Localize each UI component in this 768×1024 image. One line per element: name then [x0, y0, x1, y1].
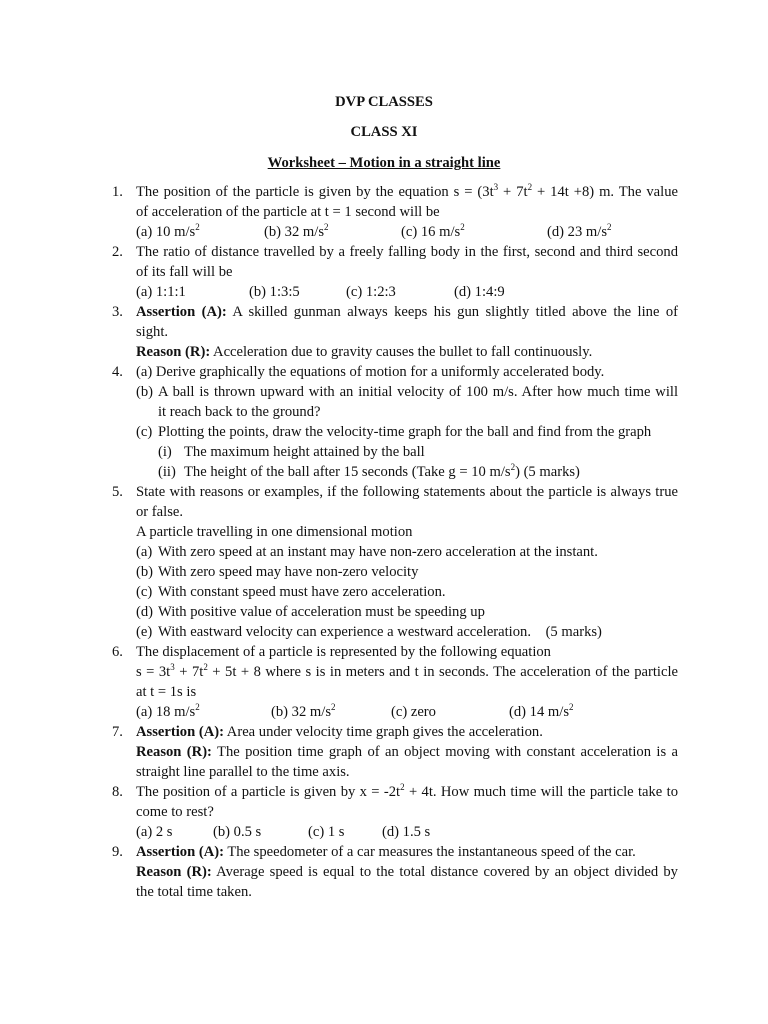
- question-text: A particle travelling in one dimensional motion: [136, 524, 413, 540]
- option-c: (c) 1:2:3: [346, 284, 396, 300]
- statement-b: [136, 562, 678, 582]
- option-a: (a) 10 $m/s^2$: [136, 222, 200, 240]
- assertion-text: sight.: [136, 324, 169, 340]
- reason-text: straight line parallel to the time axis.: [136, 764, 350, 780]
- options-row: [136, 222, 678, 242]
- statement-c: [136, 582, 678, 602]
- option-c: (c) 16 $m/s^2$: [401, 222, 465, 240]
- question-6: [0, 642, 678, 722]
- question-number: 1.: [112, 184, 123, 200]
- option-b: (b) 1:3:5: [249, 284, 300, 300]
- class-heading: CLASS XI: [350, 124, 418, 140]
- question-text: The ratio of distance travelled by a freely falling body in the first, second and third second: [136, 244, 678, 260]
- part-text: it reach back to the ground?: [158, 404, 321, 420]
- part-a-text: (a) Derive graphically the equations of motion for a uniformly accelerated body.: [136, 364, 605, 380]
- part-label: (ii): [158, 464, 176, 480]
- part-text: With constant speed must have zero acceleration.: [158, 584, 446, 600]
- part-c: [136, 422, 678, 442]
- option-b: (b) 32 $m/s^2$: [271, 702, 336, 720]
- option-a: (a) 18 $m/s^2$: [136, 702, 200, 720]
- option-c: (c) 1 s: [308, 824, 345, 840]
- part-text: The height of the ball after 15 seconds (Take g = 10 $m/s^2$) (5 marks): [184, 462, 580, 480]
- question-7: [0, 722, 678, 782]
- question-1: [0, 182, 678, 242]
- question-number: 8.: [112, 784, 123, 800]
- part-label: (a): [136, 544, 153, 560]
- option-a: (a) 2 s: [136, 824, 173, 840]
- question-text: or false.: [136, 504, 184, 520]
- question-text: of acceleration of the particle at t = 1 second will be: [136, 204, 440, 220]
- question-number: 9.: [112, 844, 123, 860]
- reason-text: Reason (R): The position time graph of an object moving with constant acceleration is a: [136, 744, 678, 760]
- question-5: [0, 482, 678, 642]
- part-c-ii: [136, 462, 678, 482]
- question-text: The position of the particle is given by the equation $s = (3t^3 + 7t^2 + 14t +8)$ m. The value: [136, 182, 678, 200]
- option-d: (d) 1.5 s: [382, 824, 431, 840]
- question-2: [0, 242, 678, 302]
- assertion-text: Assertion (A): Area under velocity time graph gives the acceleration.: [136, 724, 543, 740]
- assertion-label: Assertion (A):: [136, 724, 224, 740]
- option-a: (a) 1:1:1: [136, 284, 186, 300]
- part-label: (c): [136, 584, 153, 600]
- reason-text: the total time taken.: [136, 884, 252, 900]
- reason-text: Reason (R): Acceleration due to gravity causes the bullet to fall continuously.: [136, 344, 593, 360]
- question-list: [0, 182, 768, 902]
- question-3: [0, 302, 678, 362]
- question-text: at t = 1s is: [136, 684, 197, 700]
- options-row: [136, 822, 678, 842]
- question-text: of its fall will be: [136, 264, 233, 280]
- part-text: With zero speed may have non-zero velocity: [158, 564, 419, 580]
- statement-e: [136, 622, 678, 642]
- question-text: come to rest?: [136, 804, 214, 820]
- part-label: (c): [136, 424, 153, 440]
- part-text: Plotting the points, draw the velocity-time graph for the ball and find from the graph: [158, 424, 652, 440]
- question-number: 2.: [112, 244, 123, 260]
- assertion-label: Assertion (A):: [136, 304, 227, 320]
- reason-text: Reason (R): Average speed is equal to the total distance covered by an object divided by: [136, 864, 678, 880]
- options-row: [136, 702, 678, 722]
- option-b: (b) 32 $m/s^2$: [264, 222, 329, 240]
- part-label: (i): [158, 444, 172, 460]
- statement-a: [136, 542, 678, 562]
- question-number: 4.: [112, 364, 123, 380]
- part-c-i: [136, 442, 678, 462]
- option-d: (d) 1:4:9: [454, 284, 505, 300]
- question-text: The position of a particle is given by $x = -2t^2 + 4t$. How much time will the particle take to: [136, 782, 678, 800]
- part-label: (b): [136, 564, 154, 580]
- reason-label: Reason (R):: [136, 744, 212, 760]
- question-4: [0, 362, 678, 482]
- option-b: (b) 0.5 s: [213, 824, 262, 840]
- assertion-label: Assertion (A):: [136, 844, 224, 860]
- part-label: (b): [136, 384, 154, 400]
- part-text: With eastward velocity can experience a westward acceleration. (5 marks): [158, 624, 602, 640]
- reason-label: Reason (R):: [136, 864, 212, 880]
- org-heading: DVP CLASSES: [335, 94, 433, 110]
- part-text: The maximum height attained by the ball: [184, 444, 425, 460]
- question-8: [0, 782, 678, 842]
- part-text: A ball is thrown upward with an initial velocity of 100 m/s. After how much time will: [158, 384, 678, 400]
- question-text: $s = 3t^3 + 7t^2 + 5t + 8$ where s is in meters and t in seconds. The acceleration of the particle: [136, 662, 678, 680]
- reason-label: Reason (R):: [136, 344, 211, 360]
- question-number: 5.: [112, 484, 123, 500]
- question-9: [0, 842, 678, 902]
- part-b: [136, 382, 678, 422]
- option-d: (d) 23 $m/s^2$: [547, 222, 612, 240]
- question-text: The displacement of a particle is represented by the following equation: [136, 644, 551, 660]
- assertion-text: Assertion (A): The speedometer of a car measures the instantaneous speed of the car.: [136, 844, 636, 860]
- assertion-text: Assertion (A): A skilled gunman always keeps his gun slightly titled above the line of: [136, 304, 678, 320]
- option-c: (c) zero: [391, 704, 436, 720]
- option-d: (d) 14 $m/s^2$: [509, 702, 574, 720]
- question-number: 7.: [112, 724, 123, 740]
- worksheet-title: Worksheet – Motion in a straight line: [267, 155, 501, 171]
- part-label: (d): [136, 604, 154, 620]
- options-row: [136, 282, 678, 302]
- part-label: (e): [136, 624, 153, 640]
- question-text: State with reasons or examples, if the following statements about the particle is always true: [136, 484, 678, 500]
- part-text: With positive value of acceleration must be speeding up: [158, 604, 485, 620]
- question-number: 3.: [112, 304, 123, 320]
- statement-d: [136, 602, 678, 622]
- question-number: 6.: [112, 644, 123, 660]
- part-text: With zero speed at an instant may have non-zero acceleration at the instant.: [158, 544, 598, 560]
